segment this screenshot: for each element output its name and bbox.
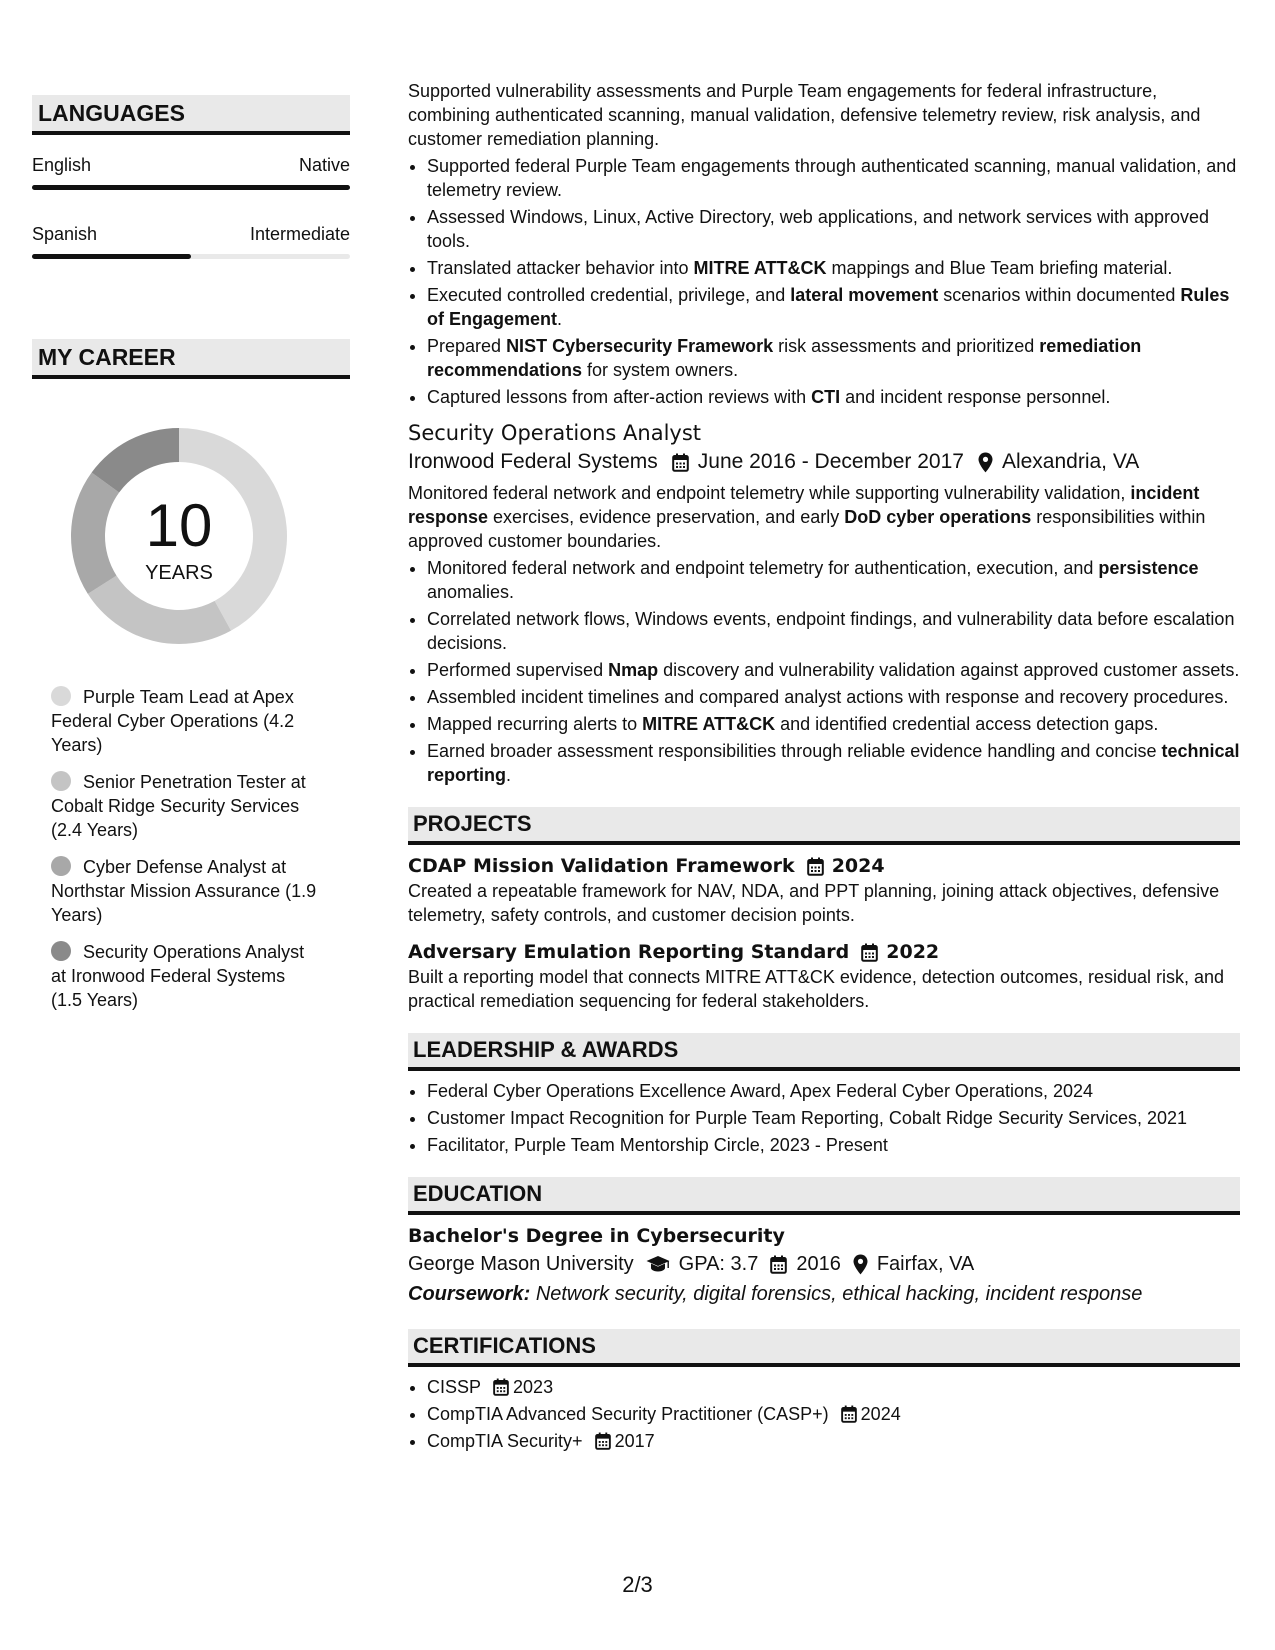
map-pin-icon [978,452,993,473]
proficiency-fill [32,254,191,259]
career-role-item [51,855,321,927]
legend-dot [51,856,71,876]
awards-heading: LEADERSHIP & AWARDS [408,1033,1240,1071]
award-item: • Federal Cyber Operations Excellence Award, Apex Federal Cyber Operations, 2024 [427,1079,1240,1103]
career-role-label: Purple Team Lead at Apex Federal Cyber Operations (4.2 Years) [51,687,295,755]
award-item: • Customer Impact Recognition for Purple Team Reporting, Cobalt Ridge Security Services, 2021 [427,1106,1240,1130]
certification-name: • CompTIA Advanced Security Practitioner (CASP+) [427,1404,829,1424]
gpa: GPA: 3.7 [678,1253,759,1275]
bullet-item: • Assessed Windows, Linux, Active Directory, web applications, and network services with approved tools. [427,205,1240,253]
bullet-item: • Mapped recurring alerts to MITRE ATT&CK and identified credential access detection gaps. [427,712,1240,736]
language-name: English [32,155,92,175]
project-year: 2024 [831,855,885,877]
proficiency-fill [32,185,350,190]
coursework-label: Coursework: [408,1283,531,1305]
award-item: • Facilitator, Purple Team Mentorship Circle, 2023 - Present [427,1133,1240,1157]
certification-item [427,1375,1240,1399]
certification-year: 2023 [513,1377,554,1397]
prev-job-summary: Supported vulnerability assessments and Purple Team engagements for federal infrastructure, combining authenticated scanning, manual validation, defensive telemetry review, risk analysis, and customer remediation planning. [408,81,1201,149]
career-heading: MY CAREER [32,339,350,379]
bullet-item: • Supported federal Purple Team engagements through authenticated scanning, manual validation, and telemetry review. [427,154,1240,202]
certification-name: • CompTIA Security+ [427,1431,583,1451]
coursework [408,1279,1240,1309]
certification-year: 2024 [860,1404,901,1424]
donut-segment [88,576,231,644]
career-donut-chart [64,421,294,651]
language-english [32,153,350,190]
bullet-item: • Monitored federal network and endpoint telemetry for authentication, execution, and persistence anomalies. [427,556,1240,604]
project-description: Created a repeatable framework for NAV, NDA, and PPT planning, joining attack objectives, defensive telemetry, safety controls, and customer decision points. [408,881,1220,925]
project-title: CDAP Mission Validation Framework [408,855,795,877]
graduation-cap-icon [646,1255,670,1273]
calendar-icon [595,1432,611,1450]
calendar-icon [672,453,689,472]
certification-year: 2017 [614,1431,655,1451]
project-year: 2022 [886,941,940,963]
legend-dot [51,941,71,961]
bullet-item: • Earned broader assessment responsibilities through reliable evidence handling and concise technical reporting. [427,739,1240,787]
career-total-years: 10 [145,492,213,559]
calendar-icon [770,1255,787,1274]
legend-dot [51,771,71,791]
project-item [408,939,1240,1013]
proficiency-bar [32,254,350,259]
calendar-icon [807,857,824,876]
education-heading: EDUCATION [408,1177,1240,1215]
job-bullets [408,556,1240,787]
school-name: George Mason University [408,1253,634,1275]
right-column [408,79,1240,1456]
language-name: Spanish [32,224,98,244]
education-meta [408,1249,1240,1279]
project-item [408,853,1240,927]
bullet-item: • Performed supervised Nmap discovery and vulnerability validation against approved customer assets. [427,658,1240,682]
job-company: Ironwood Federal Systems [408,450,658,473]
projects-heading: PROJECTS [408,807,1240,845]
proficiency-bar [32,185,350,190]
career-role-label: Senior Penetration Tester at Cobalt Ridge Security Services (2.4 Years) [51,772,306,840]
legend-dot [51,686,71,706]
career-role-item [51,770,321,842]
career-role-item [51,685,321,757]
job-dates: June 2016 - December 2017 [697,450,964,473]
language-level: Native [298,155,350,175]
bullet-item: • Prepared NIST Cybersecurity Framework risk assessments and prioritized remediation recommendations for system owners. [427,334,1240,382]
job-title: Security Operations Analyst [408,421,702,445]
language-level: Intermediate [249,224,350,244]
bullet-item: • Translated attacker behavior into MITRE ATT&CK mappings and Blue Team briefing material. [427,256,1240,280]
coursework-text: Network security, digital forensics, ethical hacking, incident response [535,1283,1143,1305]
career-role-label: Cyber Defense Analyst at Northstar Mission Assurance (1.9 Years) [51,857,317,925]
school-location: Fairfax, VA [876,1253,975,1275]
job-meta [408,447,1240,477]
career-role-label: Security Operations Analyst at Ironwood Federal Systems (1.5 Years) [51,942,305,1010]
left-column [32,95,350,1025]
certification-item [427,1429,1240,1453]
prev-job-bullets [408,154,1240,409]
job-location: Alexandria, VA [1001,450,1140,473]
certification-name: • CISSP [427,1377,482,1397]
bullet-item: • Assembled incident timelines and compared analyst actions with response and recovery procedures. [427,685,1240,709]
languages-heading: LANGUAGES [32,95,350,135]
certifications-heading: CERTIFICATIONS [408,1329,1240,1367]
job-summary: Monitored federal network and endpoint telemetry while supporting vulnerability validation, incident response exercises, evidence preservation, and early DoD cyber operations responsibilities within approved customer boundaries. [408,483,1206,551]
language-spanish [32,222,350,259]
certification-item [427,1402,1240,1426]
project-description: Built a reporting model that connects MITRE ATT&CK evidence, detection outcomes, residual risk, and practical remediation sequencing for federal stakeholders. [408,967,1225,1011]
graduation-year: 2016 [796,1253,841,1275]
bullet-item: • Correlated network flows, Windows events, endpoint findings, and vulnerability data before escalation decisions. [427,607,1240,655]
career-role-list [32,685,350,1012]
project-title: Adversary Emulation Reporting Standard [408,941,850,963]
career-role-item [51,940,321,1012]
career-total-unit: YEARS [145,562,213,584]
map-pin-icon [853,1254,868,1275]
awards-list [408,1079,1240,1157]
certifications-list [408,1375,1240,1453]
page-number: 2/3 [622,1572,653,1597]
bullet-item: • Executed controlled credential, privilege, and lateral movement scenarios within documented Rules of Engagement. [427,283,1240,331]
calendar-icon [493,1378,509,1396]
degree-title: Bachelor's Degree in Cybersecurity [408,1225,785,1247]
calendar-icon [841,1405,857,1423]
bullet-item: • Captured lessons from after-action reviews with CTI and incident response personnel. [427,385,1240,409]
calendar-icon [861,943,878,962]
